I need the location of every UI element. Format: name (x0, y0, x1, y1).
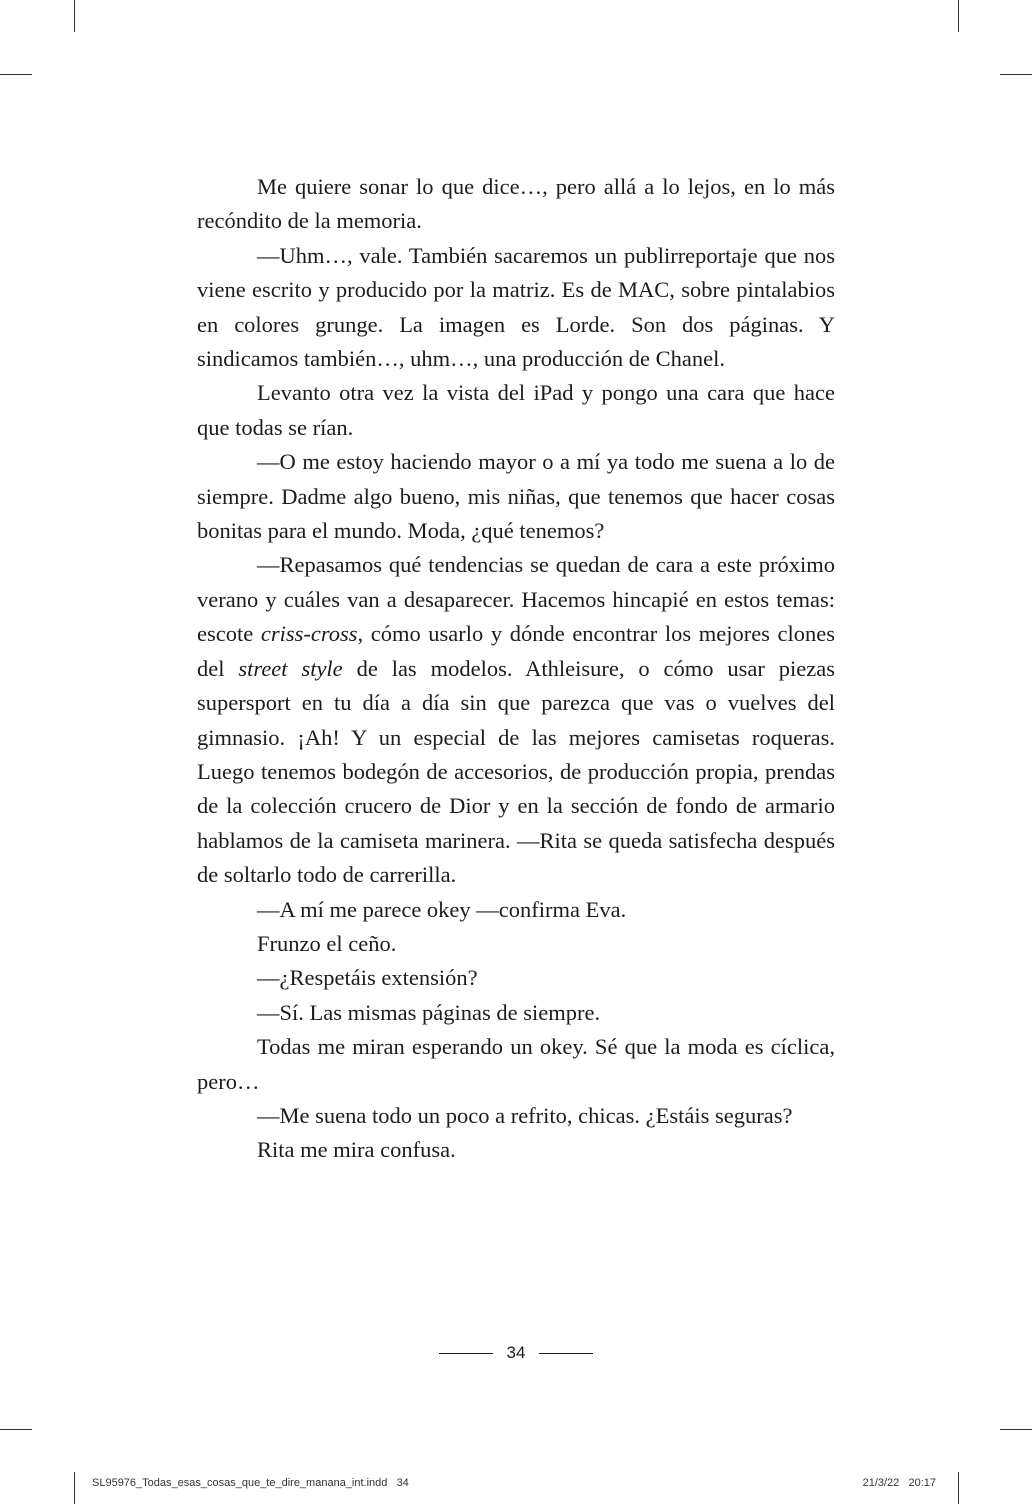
crop-mark-left-bottom (0, 1429, 32, 1430)
page-number: 34 (506, 1343, 526, 1362)
italic-term: criss-cross (260, 621, 358, 647)
body-text (197, 170, 835, 1168)
paragraph-text: —Repasamos qué tendencias se quedan de cara a este próximo verano y cuáles van a desaparecer. Hacemos hincapié en estos temas: escote (197, 552, 835, 647)
paragraph: Todas me miran esperando un okey. Sé que la moda es cíclica, pero… (197, 1034, 835, 1094)
crop-mark-top-right (958, 0, 959, 32)
paragraph-text: , cómo usarlo y dónde encontrar los mejores clones del (197, 621, 836, 681)
slug-filename: SL95976_Todas_esas_cosas_que_te_dire_manana_int.indd 34 (92, 1477, 409, 1489)
paragraph: Frunzo el ceño. (257, 930, 397, 956)
crop-mark-bottom-left (74, 1472, 75, 1504)
paragraph: —Sí. Las mismas páginas de siempre. (257, 999, 601, 1025)
paragraph: —O me estoy haciendo mayor o a mí ya todo me suena a lo de siempre. Dadme algo bueno, mis niñas, que tenemos que hacer cosas bonitas para el mundo. Moda, ¿qué tenemos? (197, 449, 835, 544)
paragraph (197, 548, 835, 892)
crop-mark-bottom-right (958, 1472, 959, 1504)
crop-mark-top-left (74, 0, 75, 32)
paragraph: —Uhm…, vale. También sacaremos un publirreportaje que nos viene escrito y producido por la matriz. Es de MAC, sobre pintalabios en colores grunge. La imagen es Lorde. Son dos páginas. Y sindicamos también…, uhm…, una producción de Chanel. (197, 242, 835, 372)
paragraph: —¿Respetáis extensión? (257, 965, 478, 991)
paragraph: Levanto otra vez la vista del iPad y pongo una cara que hace que todas se rían. (197, 380, 835, 440)
crop-mark-left-top (0, 74, 32, 75)
paragraph: Me quiere sonar lo que dice…, pero allá a lo lejos, en lo más recóndito de la memoria. (197, 174, 835, 234)
paragraph: Rita me mira confusa. (257, 1137, 456, 1163)
italic-term: street style (238, 655, 343, 681)
paragraph: —A mí me parece okey —confirma Eva. (257, 896, 627, 922)
slug-datetime: 21/3/22 20:17 (862, 1477, 936, 1489)
page-folio (0, 1340, 1032, 1366)
folio-rule-right (539, 1353, 593, 1354)
paragraph-text: de las modelos. Athleisure, o cómo usar piezas supersport en tu día a día sin que parezca que vas o vuelves del gimnasio. ¡Ah! Y un especial de las mejores camisetas roqueras. Luego tenemos bodegón de accesorios, de producción propia, prendas de la colección crucero de Dior y en la sección de fondo de armario hablamos de la camiseta marinera. —Rita se queda satisfecha después de soltarlo todo de carrerilla. (197, 655, 835, 888)
folio-rule-left (439, 1353, 493, 1354)
crop-mark-right-top (1000, 74, 1032, 75)
paragraph: —Me suena todo un poco a refrito, chicas. ¿Estáis seguras? (257, 1102, 793, 1128)
crop-mark-right-bottom (1000, 1429, 1032, 1430)
